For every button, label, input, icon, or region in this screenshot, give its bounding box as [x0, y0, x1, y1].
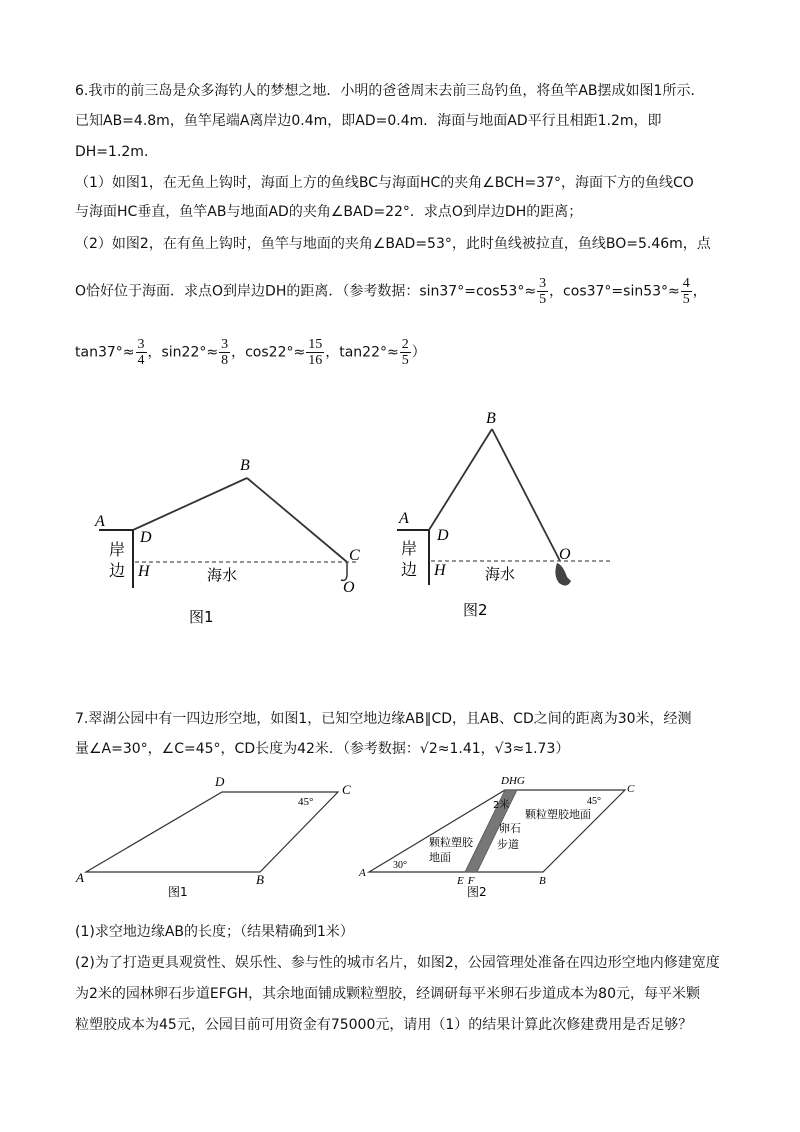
q6-line-8 [75, 337, 426, 368]
q6-figure-1 [85, 450, 385, 690]
label-a: A [399, 510, 409, 527]
q7-figure-1 [72, 772, 362, 902]
q6-line-6: （2）如图2，在有鱼上钩时，鱼竿与地面的夹角∠BAD=53°，此时鱼线被拉直，鱼线BO=5.46m，点 [75, 236, 711, 252]
line-bc [247, 478, 347, 562]
line-co [341, 562, 347, 580]
label-a: A [359, 867, 366, 879]
q6-line-5: 与海面HC垂直，鱼竿AB与地面AD的夹角∠BAD=22°．求点O到岸边DH的距离； [75, 204, 583, 220]
label-c: C [342, 782, 351, 797]
frac-num: 3 [137, 337, 145, 352]
q7-part-2-line-1: (2)为了打造更具观赏性、娱乐性、参与性的城市名片，如图2，公园管理处准备在四边形空地内修建宽度 [75, 955, 720, 971]
angle-c-label: 45° [587, 796, 601, 807]
q6-line-8a: tan37°≈ [75, 344, 135, 361]
label-b: B [486, 410, 496, 427]
label-a: A [76, 870, 84, 885]
left-area-label-1: 颗粒塑胶 [429, 836, 473, 849]
fraction-3-5 [537, 276, 548, 307]
figure-caption: 图2 [463, 601, 488, 619]
frac-num: 2 [401, 337, 409, 352]
fraction-15-16 [306, 337, 324, 368]
left-area-label-2: 地面 [429, 851, 451, 864]
shore-label-1: 岸 [109, 540, 126, 559]
figure-caption: 图2 [467, 885, 487, 899]
q7-part-2-line-3: 粒塑胶成本为45元，公园目前可用资金有75000元，请用（1）的结果计算此次修建费用是否足够？ [75, 1017, 693, 1033]
q6-line-7c: ， [692, 283, 707, 300]
width-label: 2米 [493, 800, 510, 811]
q7-figure-2 [355, 772, 665, 902]
frac-den: 5 [539, 292, 547, 307]
q6-line-8b: ，sin22°≈ [147, 344, 219, 361]
q6-line-2: 已知AB=4.8m，鱼竿尾端A离岸边0.4m，即AD=0.4m．海面与地面AD平行且相距1.2m，即 [75, 113, 662, 129]
frac-den: 8 [221, 353, 229, 368]
frac-num: 3 [539, 276, 547, 291]
q7-line-1: 7.翠湖公园中有一四边形空地，如图1，已知空地边缘AB∥CD，且AB、CD之间的距离为30米，经测 [75, 711, 692, 727]
label-f: F [467, 875, 475, 887]
label-d: D [215, 774, 225, 789]
angle-a-label: 30° [393, 860, 407, 871]
label-d: D [140, 529, 152, 546]
figure-caption: 图1 [189, 608, 214, 626]
shore-label-2: 边 [109, 561, 126, 580]
frac-den: 4 [137, 353, 145, 368]
q6-line-4: （1）如图1，在无鱼上钩时，海面上方的鱼线BC与海面HC的夹角∠BCH=37°，海面下方的鱼线CO [75, 175, 694, 191]
label-b: B [256, 872, 264, 887]
label-e: E [457, 875, 464, 887]
label-dhg: DHG [501, 775, 525, 787]
label-c: C [627, 783, 635, 795]
q6-line-8c: ，cos22°≈ [231, 344, 306, 361]
label-h: H [138, 563, 150, 580]
frac-den: 5 [682, 292, 690, 307]
q6-line-8e: ） [411, 344, 426, 361]
path-label-2: 步道 [497, 838, 519, 851]
q6-line-7b: ，cos37°=sin53°≈ [549, 283, 680, 300]
line-bo [492, 429, 560, 561]
label-o: O [559, 546, 571, 563]
shore-label-1: 岸 [401, 539, 418, 558]
label-d: D [437, 527, 449, 544]
label-h: H [434, 562, 446, 579]
frac-den: 5 [401, 353, 409, 368]
angle-c-label: 45° [298, 796, 314, 808]
frac-num: 15 [308, 337, 323, 352]
fraction-3-4 [136, 337, 147, 368]
label-b: B [240, 457, 250, 474]
label-c: C [349, 547, 360, 564]
label-b: B [539, 875, 546, 887]
q7-line-2: 量∠A=30°，∠C=45°，CD长度为42米．（参考数据：√2≈1.41，√3≈1.73） [75, 741, 570, 757]
frac-den: 16 [308, 353, 323, 368]
q6-line-7a: O恰好位于海面．求点O到岸边DH的距离．（参考数据：sin37°=cos53°≈ [75, 283, 537, 300]
q6-line-7 [75, 276, 707, 307]
sea-label: 海水 [485, 565, 516, 583]
right-area-label: 颗粒塑胶地面 [525, 808, 591, 821]
fraction-4-5 [681, 276, 692, 307]
label-a: A [95, 513, 105, 530]
q6-figure-2 [385, 405, 625, 625]
frac-num: 3 [221, 337, 229, 352]
figure-caption: 图1 [168, 885, 188, 899]
q7-part-1: (1)求空地边缘AB的长度；（结果精确到1米） [75, 924, 354, 940]
shore-label-2: 边 [401, 560, 418, 579]
fraction-3-8 [219, 337, 230, 368]
sea-label: 海水 [207, 566, 238, 584]
fraction-2-5 [400, 337, 411, 368]
frac-num: 4 [682, 276, 690, 291]
path-label-1: 卵石 [499, 822, 521, 835]
q7-part-2-line-2: 为2米的园林卵石步道EFGH，其余地面铺成颗粒塑胶，经调研每平米卵石步道成本为80元，每平米颗 [75, 986, 700, 1002]
q6-line-3: DH=1.2m． [75, 144, 158, 160]
rod-ab [133, 478, 247, 530]
q6-line-8d: ，tan22°≈ [325, 344, 399, 361]
rod-ab [429, 429, 492, 530]
label-o: O [343, 579, 355, 596]
q6-line-1: 6.我市的前三岛是众多海钓人的梦想之地．小明的爸爸周末去前三岛钓鱼，将鱼竿AB摆成如图1所示． [75, 83, 705, 99]
fish-icon [555, 563, 571, 586]
